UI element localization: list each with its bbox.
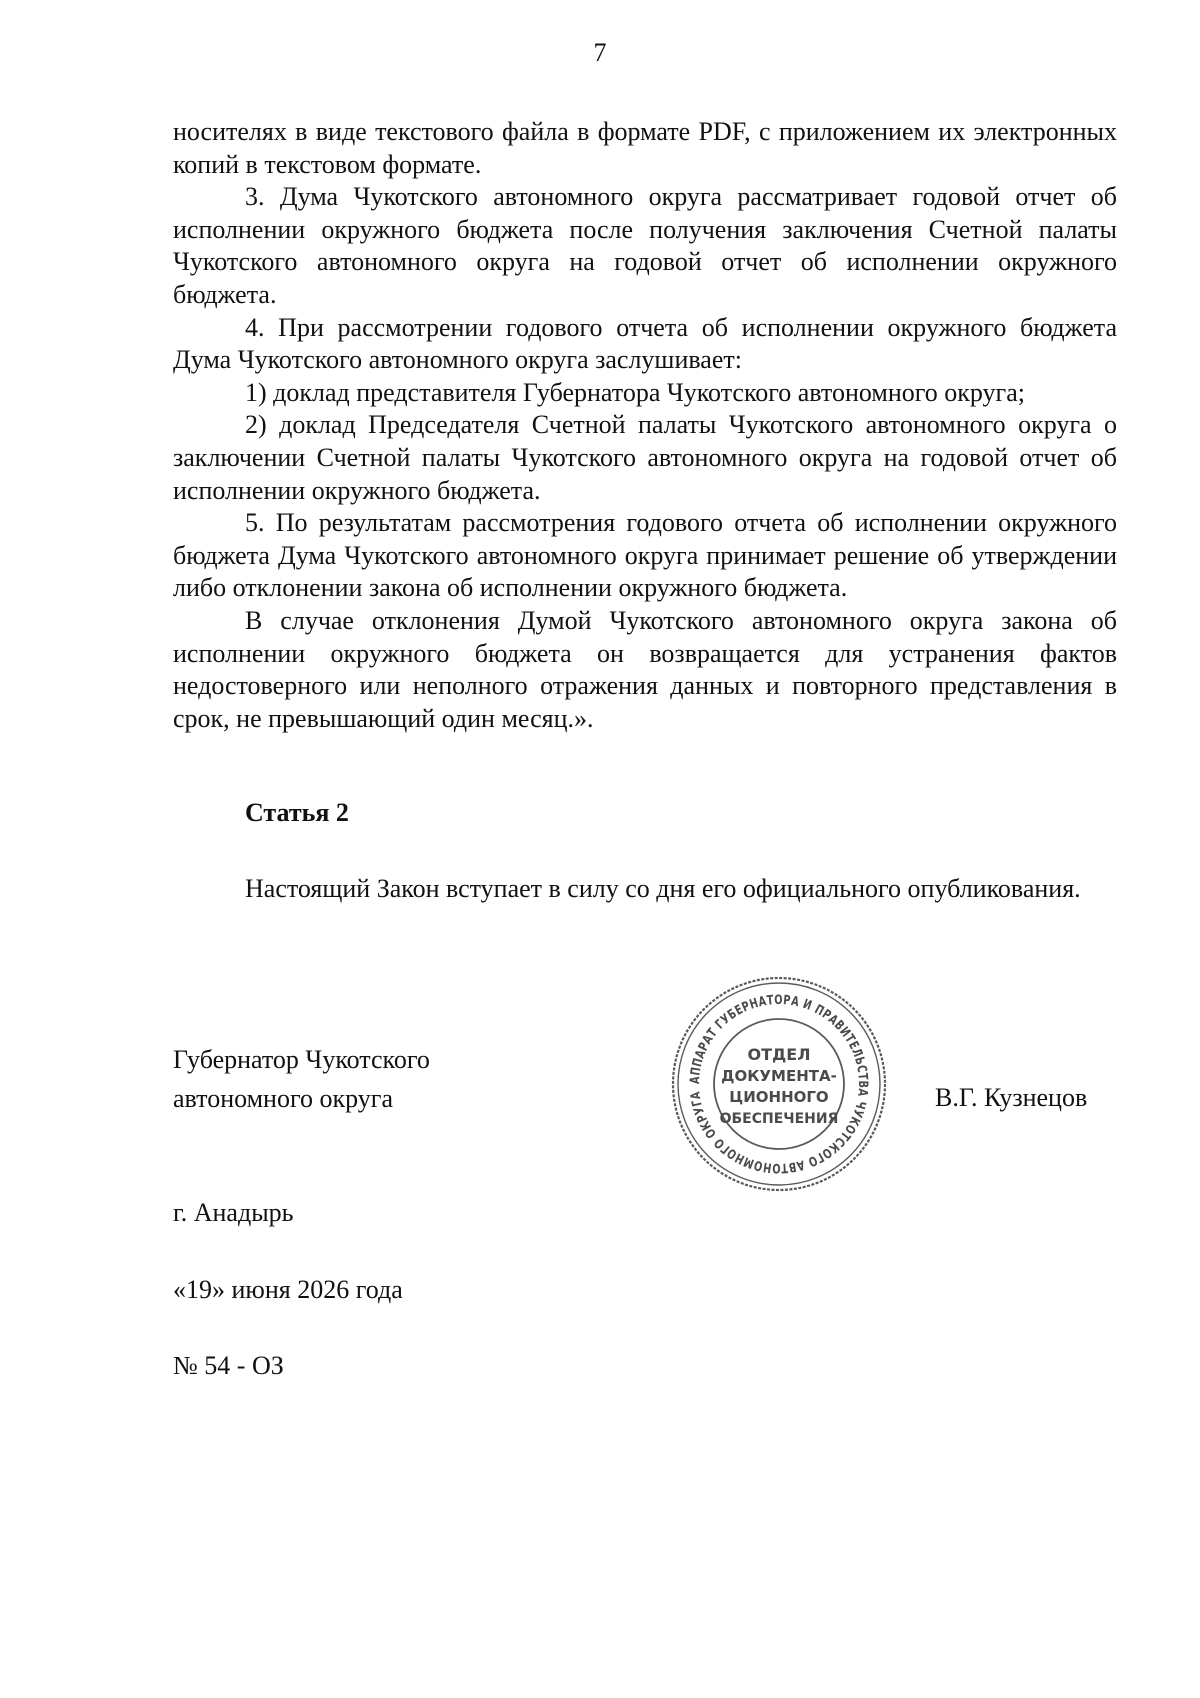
stamp-center-line-2: ДОКУМЕНТА- <box>721 1067 837 1085</box>
page-number: 7 <box>593 38 607 67</box>
official-stamp <box>668 973 890 1195</box>
signatory-title-line-2: автономного округа <box>173 1084 393 1113</box>
document-body <box>173 116 1117 735</box>
paragraph-rejection: В случае отклонения Думой Чукотского автономного округа закона об исполнении окружного бюджета он возвращается для устранения фактов недостоверного или неполного отражения данных и повторного представления в срок, не превышающий один месяц.». <box>173 605 1117 733</box>
place-of-signing: г. Анадырь <box>173 1198 294 1227</box>
signatory-title-line-1: Губернатор Чукотского <box>173 1045 430 1074</box>
paragraph-subitem-2: 2) доклад Председателя Счетной палаты Чукотского автономного округа о заключении Счетной палаты Чукотского автономного округа на годовой отчет об исполнении окружного бюджета. <box>173 410 1117 505</box>
stamp-center-line-1: ОТДЕЛ <box>747 1045 811 1064</box>
paragraph-subitem-1: 1) доклад представителя Губернатора Чукотского автономного округа; <box>245 377 1025 407</box>
paragraph-item-5: 5. По результатам рассмотрения годового отчета об исполнении окружного бюджета Дума Чукотского автономного округа принимает решение об утверждении либо отклонении закона об исполнении окружного бюджета. <box>173 508 1117 603</box>
stamp-center-line-3: ЦИОННОГО <box>729 1088 829 1106</box>
paragraph-item-4: 4. При рассмотрении годового отчета об исполнении окружного бюджета Дума Чукотского автономного округа заслушивает: <box>173 312 1117 375</box>
law-number: № 54 - ОЗ <box>173 1351 284 1380</box>
paragraph-continuation: носителях в виде текстового файла в формате PDF, с приложением их электронных копий в текстовом формате. <box>173 117 1117 179</box>
signatory-name: В.Г. Кузнецов <box>935 1083 1088 1112</box>
article-heading: Статья 2 <box>245 798 349 827</box>
article-text: Настоящий Закон вступает в силу со дня его официального опубликования. <box>245 874 1081 903</box>
stamp-center-line-4: ОБЕСПЕЧЕНИЯ <box>719 1111 839 1127</box>
paragraph-item-3: 3. Дума Чукотского автономного округа рассматривает годовой отчет об исполнении окружного бюджета после получения заключения Счетной палаты Чукотского автономного округа на годовой отчет об исполнении окружного бюджета. <box>173 182 1117 309</box>
signing-date: «19» июня 2026 года <box>173 1275 403 1304</box>
signatory-title <box>173 1040 430 1118</box>
stamp-ring-text: АППАРАТ ГУБЕРНАТОРА И ПРАВИТЕЛЬСТВА ЧУКОТСКОГО АВТОНОМНОГО ОКРУГА <box>687 992 871 1176</box>
